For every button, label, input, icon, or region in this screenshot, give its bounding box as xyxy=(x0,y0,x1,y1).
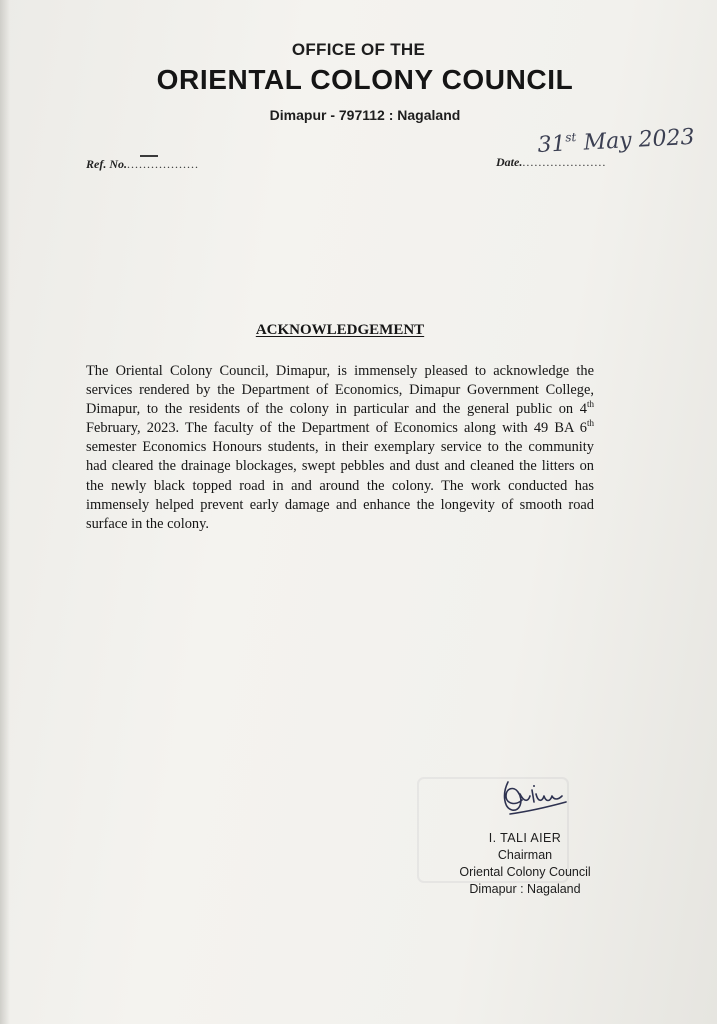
signatory-organization: Oriental Colony Council xyxy=(459,865,591,879)
signatory-role: Chairman xyxy=(497,848,553,862)
date-label: Date. xyxy=(496,155,523,169)
date-dots: ..................... xyxy=(522,155,607,169)
handwritten-date: 31st May 2023 xyxy=(537,124,696,158)
reference-value-dash xyxy=(140,155,158,157)
letterhead-office-line: OFFICE OF THE xyxy=(291,40,426,59)
reference-number xyxy=(86,157,199,172)
reference-dots: .................. xyxy=(127,157,199,171)
page-edge-shadow xyxy=(0,0,10,1024)
document-title: ACKNOWLEDGEMENT xyxy=(255,322,425,338)
letterhead-council-name: ORIENTAL COLONY COUNCIL xyxy=(156,64,574,95)
signatory-name: I. TALI AIER xyxy=(488,831,562,845)
letterhead-address: Dimapur - 797112 : Nagaland xyxy=(269,107,461,123)
signature-image xyxy=(494,772,578,822)
signatory-place: Dimapur : Nagaland xyxy=(469,882,581,896)
acknowledgement-body: The Oriental Colony Council, Dimapur, is immensely pleased to acknowledge the services rendered by the Department of Economics, Dimapur Government College, Dimapur, to the residents of the colony in particular and the general public on 4th February, 2023. The faculty of the Department of Economics along with 49 BA 6th semester Economics Honours students, in their exemplary service to the community had cleared the drainage blockages, swept pebbles and dust and cleaned the litters on the newly black topped road in and around the colony. The work conducted has immensely helped prevent early damage and enhance the longevity of smooth road surface in the colony. xyxy=(86,363,594,532)
reference-label: Ref. No. xyxy=(86,157,127,171)
